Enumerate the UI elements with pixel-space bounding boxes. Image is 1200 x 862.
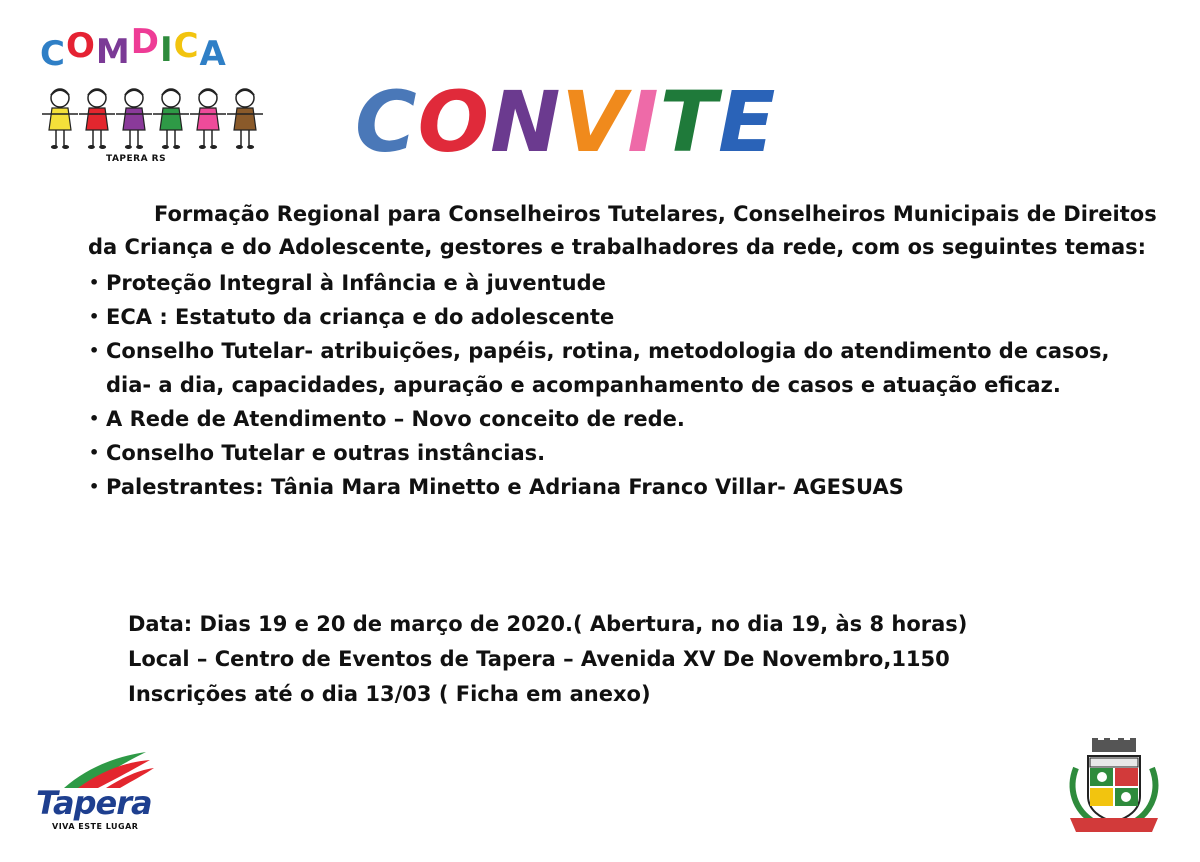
bullet-icon: • xyxy=(89,443,100,462)
tapera-logo xyxy=(34,748,174,838)
list-item xyxy=(88,436,1168,470)
child-figure-icon xyxy=(116,89,152,149)
topics-list xyxy=(88,266,1168,504)
topic-text: ECA : Estatuto da criança e do adolescente xyxy=(106,305,615,329)
comdica-letter: C xyxy=(173,26,200,66)
bullet-icon: • xyxy=(89,273,100,292)
child-figure-icon xyxy=(227,89,263,149)
list-item xyxy=(88,402,1168,436)
list-item xyxy=(88,300,1168,334)
topic-text: A Rede de Atendimento – Novo conceito de rede. xyxy=(106,407,685,431)
topic-text: Palestrantes: Tânia Mara Minetto e Adriana Franco Villar- AGESUAS xyxy=(106,475,904,499)
tapera-wordmark: Tapera xyxy=(36,784,152,822)
comdica-letter: M xyxy=(95,32,131,72)
bullet-icon: • xyxy=(89,341,100,360)
title-letter: N xyxy=(490,73,562,171)
comdica-letter: D xyxy=(130,22,160,62)
list-item xyxy=(88,470,1168,504)
topic-text: Proteção Integral à Infância e à juventude xyxy=(106,271,606,295)
title-letter: O xyxy=(417,73,491,171)
comdica-subtitle: TAPERA RS xyxy=(106,154,167,164)
event-details xyxy=(128,607,967,712)
child-figure-icon xyxy=(153,89,189,149)
list-item xyxy=(88,334,1146,402)
invitation-body xyxy=(88,198,1168,504)
bullet-icon: • xyxy=(89,307,100,326)
coat-of-arms-graphic xyxy=(1064,738,1164,834)
comdica-letter: O xyxy=(65,26,96,66)
tapera-slogan: VIVA ESTE LUGAR xyxy=(52,822,139,831)
child-figure-icon xyxy=(190,89,226,149)
comdica-logo xyxy=(40,24,280,184)
event-location: Local – Centro de Eventos de Tapera – Avenida XV De Novembro,1150 xyxy=(128,647,950,671)
comdica-letter: C xyxy=(40,34,66,74)
comdica-letter: I xyxy=(159,30,174,70)
event-registration: Inscrições até o dia 13/03 ( Ficha em anexo) xyxy=(128,682,651,706)
topic-text: Conselho Tutelar- atribuições, papéis, rotina, metodologia do atendimento de casos, dia- a dia, capacidades, apuração e acompanhamento de casos e atuação eficaz. xyxy=(106,339,1110,397)
title-letter: V xyxy=(561,73,628,171)
bullet-icon: • xyxy=(89,409,100,428)
topic-text: Conselho Tutelar e outras instâncias. xyxy=(106,441,546,465)
comdica-letter: A xyxy=(199,34,227,74)
page-title xyxy=(355,74,776,170)
coat-of-arms-icon xyxy=(1064,738,1164,834)
list-item xyxy=(88,266,1168,300)
comdica-wordmark xyxy=(40,22,227,74)
child-figure-icon xyxy=(42,89,78,149)
title-letter: I xyxy=(627,73,660,171)
title-letter: C xyxy=(355,73,418,171)
title-letter: T xyxy=(659,73,718,171)
event-date: Data: Dias 19 e 20 de março de 2020.( Abertura, no dia 19, às 8 horas) xyxy=(128,612,968,636)
bullet-icon: • xyxy=(89,477,100,496)
child-figure-icon xyxy=(79,89,115,149)
title-letter: E xyxy=(717,73,777,171)
children-holding-hands-icon xyxy=(42,86,264,152)
intro-paragraph: Formação Regional para Conselheiros Tutelares, Conselheiros Municipais de Direitos da Criança e do Adolescente, gestores e trabalhadores da rede, com os seguintes temas: xyxy=(88,202,1157,259)
